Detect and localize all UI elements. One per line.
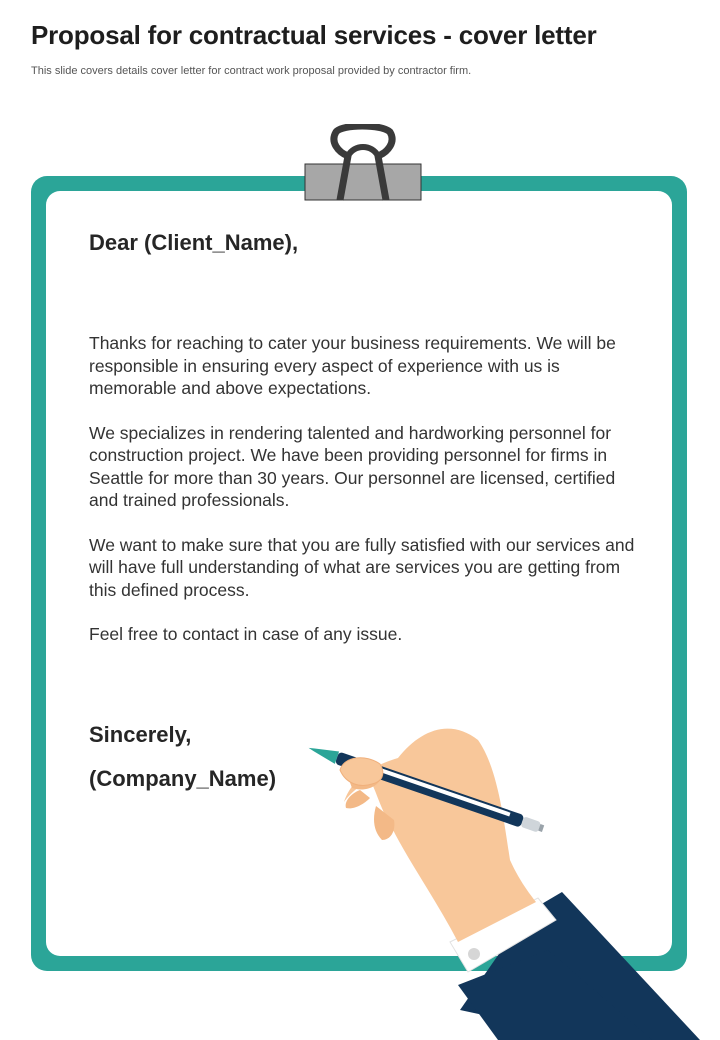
- letter-paragraph: Thanks for reaching to cater your business requirements. We will be responsible in ensuring every aspect of experience with us is memorable and above expectations.: [89, 333, 616, 398]
- letter-body: [89, 332, 639, 668]
- letter-paragraph: Feel free to contact in case of any issue.: [89, 624, 403, 644]
- letter-signature: (Company_Name): [89, 766, 277, 791]
- letter-greeting: Dear (Client_Name),: [89, 230, 299, 255]
- letter-closing: Sincerely,: [89, 722, 192, 747]
- letter-paragraph: We specializes in rendering talented and hardworking personnel for construction project. We have been providing personnel for firms in Seattle for more than 30 years. Our personnel are licensed, certified and trained professionals.: [89, 422, 616, 510]
- page-title: Proposal for contractual services - cover letter: [31, 20, 597, 50]
- page-subtitle: This slide covers details cover letter for contract work proposal provided by contractor firm.: [31, 65, 472, 77]
- hand-holding-pen-icon: [300, 710, 700, 1040]
- binder-clip-icon: [304, 124, 422, 202]
- letter-paragraph: We want to make sure that you are fully satisfied with our services and will have full understanding of what are services you are getting from this defined process.: [89, 534, 635, 600]
